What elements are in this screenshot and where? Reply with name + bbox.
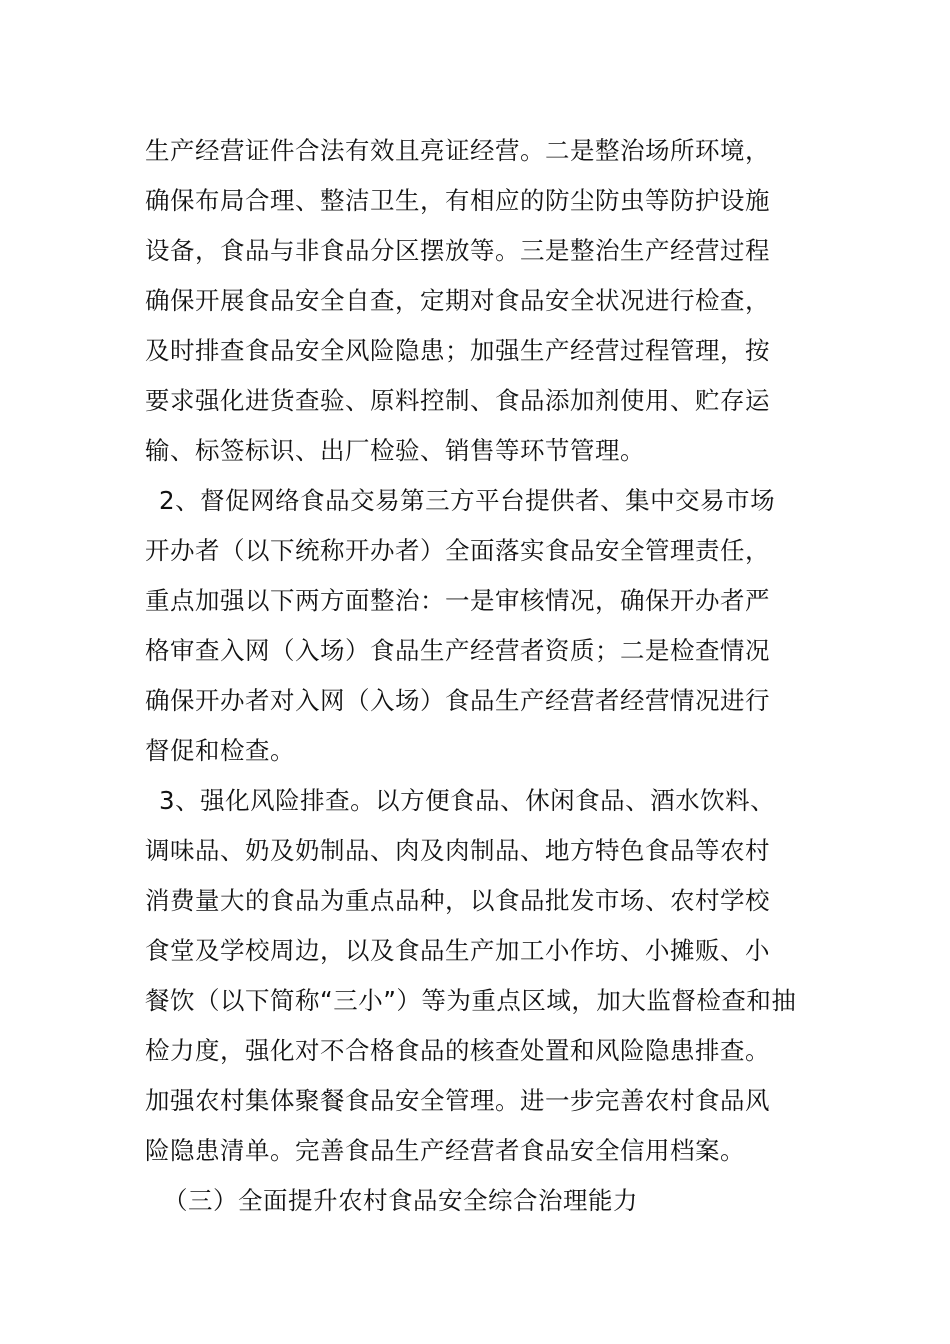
text-line: 生产经营证件合法有效且亮证经营。二是整治场所环境， [145, 136, 770, 165]
text-line: 餐饮（以下简称“三小”）等为重点区域，加大监督检查和抽 [145, 986, 797, 1015]
text-line: 险隐患清单。完善食品生产经营者食品安全信用档案。 [145, 1136, 745, 1165]
text-line: 及时排查食品安全风险隐患；加强生产经营过程管理，按 [145, 336, 770, 365]
paragraph-2-start: 2、督促网络食品交易第三方平台提供者、集中交易市场 [159, 486, 776, 515]
text-line: 开办者（以下统称开办者）全面落实食品安全管理责任， [145, 536, 770, 565]
text-line: 督促和检查。 [145, 736, 295, 765]
text-line: 确保布局合理、整洁卫生，有相应的防尘防虫等防护设施 [145, 186, 770, 215]
text-line: 格审查入网（入场）食品生产经营者资质；二是检查情况 [145, 636, 770, 665]
text-line: 加强农村集体聚餐食品安全管理。进一步完善农村食品风 [145, 1086, 770, 1115]
text-line: 要求强化进货查验、原料控制、食品添加剂使用、贮存运 [145, 386, 770, 415]
text-line: 调味品、奶及奶制品、肉及肉制品、地方特色食品等农村 [145, 836, 770, 865]
text-line: 确保开展食品安全自查，定期对食品安全状况进行检查， [145, 286, 770, 315]
text-line: 设备，食品与非食品分区摆放等。三是整治生产经营过程 [145, 236, 770, 265]
text-line: 消费量大的食品为重点品种，以食品批发市场、农村学校 [145, 886, 770, 915]
text-line: 确保开办者对入网（入场）食品生产经营者经营情况进行 [145, 686, 770, 715]
text-line: 重点加强以下两方面整治：一是审核情况，确保开办者严 [145, 586, 770, 615]
text-line: 检力度，强化对不合格食品的核查处置和风险隐患排查。 [145, 1036, 770, 1065]
text-line: 食堂及学校周边，以及食品生产加工小作坊、小摊贩、小 [145, 936, 770, 965]
paragraph-3-start: 3、强化风险排查。以方便食品、休闲食品、酒水饮料、 [159, 786, 776, 815]
text-line: 输、标签标识、出厂检验、销售等环节管理。 [145, 436, 645, 465]
section-heading: （三）全面提升农村食品安全综合治理能力 [163, 1186, 638, 1215]
body-text [145, 126, 825, 1226]
